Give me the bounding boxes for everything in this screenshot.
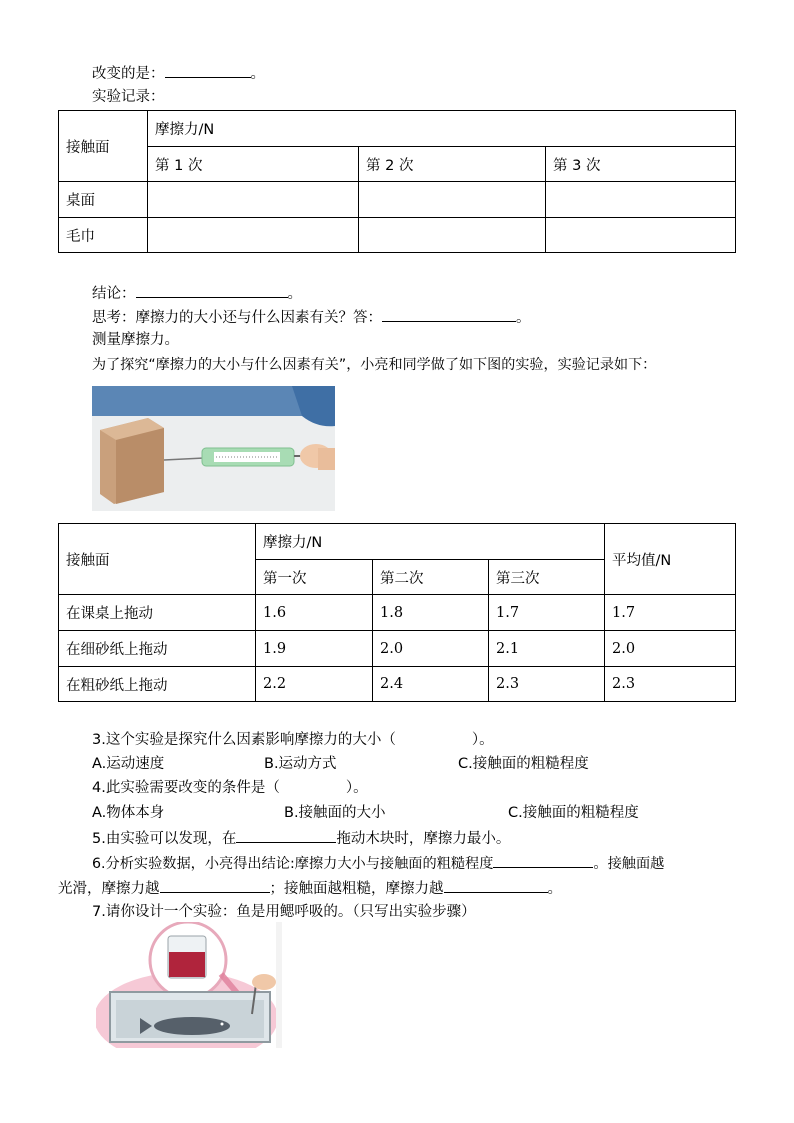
t1-cell[interactable] bbox=[546, 218, 736, 253]
fish-experiment-photo bbox=[96, 922, 282, 1048]
t2-surface: 在细砂纸上拖动 bbox=[59, 631, 256, 667]
think-line: 思考：摩擦力的大小还与什么因素有关？答： 。 bbox=[92, 306, 531, 328]
table-row bbox=[59, 667, 736, 702]
t2-average: 1.7 bbox=[605, 595, 736, 631]
t2-header-average: 平均值/N bbox=[605, 524, 736, 595]
q4-option-b[interactable]: B.接触面的大小 bbox=[284, 805, 386, 821]
t1-cell[interactable] bbox=[148, 182, 359, 218]
t1-cell[interactable] bbox=[546, 182, 736, 218]
t1-row-desk: 桌面 bbox=[59, 182, 148, 218]
t2-header-contact: 接触面 bbox=[59, 524, 256, 595]
fish-tank-illustration bbox=[96, 922, 282, 1048]
t1-trial-2: 第 2 次 bbox=[359, 147, 546, 182]
spring-scale-illustration bbox=[92, 386, 335, 511]
q6-blank-3[interactable] bbox=[444, 877, 548, 893]
think-blank[interactable] bbox=[382, 306, 516, 322]
t1-trial-3: 第 3 次 bbox=[546, 147, 736, 182]
experiment-intro: 为了探究“摩擦力的大小与什么因素有关”，小亮和同学做了如下图的实验，实验记录如下： bbox=[92, 357, 657, 373]
friction-data-table bbox=[58, 523, 736, 702]
t2-surface: 在粗砂纸上拖动 bbox=[59, 667, 256, 702]
t2-value: 1.9 bbox=[256, 631, 373, 667]
t1-cell[interactable] bbox=[148, 218, 359, 253]
changed-blank[interactable] bbox=[165, 62, 251, 78]
q4-option-c[interactable]: C.接触面的粗糙程度 bbox=[508, 805, 639, 821]
q6-blank-1[interactable] bbox=[493, 852, 593, 868]
conclusion-blank[interactable] bbox=[136, 282, 288, 298]
t2-average: 2.3 bbox=[605, 667, 736, 702]
table-row bbox=[59, 595, 736, 631]
t2-value: 2.2 bbox=[256, 667, 373, 702]
conclusion-line: 结论： 。 bbox=[92, 282, 302, 304]
t2-header-friction: 摩擦力/N bbox=[256, 524, 605, 560]
t2-value: 1.7 bbox=[489, 595, 605, 631]
q4-option-a[interactable]: A.物体本身 bbox=[92, 805, 165, 821]
q3-option-c[interactable]: C.接触面的粗糙程度 bbox=[458, 756, 589, 772]
t2-trial-3: 第三次 bbox=[489, 560, 605, 595]
t2-trial-2: 第二次 bbox=[373, 560, 489, 595]
record-label: 实验记录： bbox=[92, 89, 165, 105]
t1-cell[interactable] bbox=[359, 182, 546, 218]
q3-option-b[interactable]: B.运动方式 bbox=[264, 756, 337, 772]
t2-trial-1: 第一次 bbox=[256, 560, 373, 595]
t1-row-towel: 毛巾 bbox=[59, 218, 148, 253]
t2-value: 1.6 bbox=[256, 595, 373, 631]
q3-option-a[interactable]: A.运动速度 bbox=[92, 756, 165, 772]
t2-value: 1.8 bbox=[373, 595, 489, 631]
changed-line: 改变的是： 。 bbox=[92, 62, 265, 84]
spring-scale-photo bbox=[92, 386, 335, 511]
t2-value: 2.3 bbox=[489, 667, 605, 702]
t1-trial-1: 第 1 次 bbox=[148, 147, 359, 182]
q5-blank[interactable] bbox=[236, 827, 336, 843]
t2-average: 2.0 bbox=[605, 631, 736, 667]
question-4: 4.此实验需要改变的条件是（ ）。 bbox=[92, 780, 368, 796]
t2-surface: 在课桌上拖动 bbox=[59, 595, 256, 631]
question-7: 7.请你设计一个实验：鱼是用鳃呼吸的。（只写出实验步骤） bbox=[92, 904, 476, 920]
t2-value: 2.0 bbox=[373, 631, 489, 667]
question-6-line-2: 光滑，摩擦力越 ；接触面越粗糙，摩擦力越 。 bbox=[58, 877, 562, 899]
question-6: 6.分析实验数据，小亮得出结论:摩擦力大小与接触面的粗糙程度 。接触面越 bbox=[92, 852, 664, 874]
t2-value: 2.1 bbox=[489, 631, 605, 667]
table-row bbox=[59, 631, 736, 667]
question-3: 3.这个实验是探究什么因素影响摩擦力的大小（ ）。 bbox=[92, 732, 494, 748]
record-table bbox=[58, 110, 736, 253]
t2-value: 2.4 bbox=[373, 667, 489, 702]
measure-title: 测量摩擦力。 bbox=[92, 332, 179, 348]
q6-blank-2[interactable] bbox=[160, 877, 270, 893]
t1-header-contact: 接触面 bbox=[59, 111, 148, 182]
question-5: 5.由实验可以发现，在 拖动木块时，摩擦力最小。 bbox=[92, 827, 510, 849]
t1-cell[interactable] bbox=[359, 218, 546, 253]
t1-header-friction: 摩擦力/N bbox=[148, 111, 736, 147]
